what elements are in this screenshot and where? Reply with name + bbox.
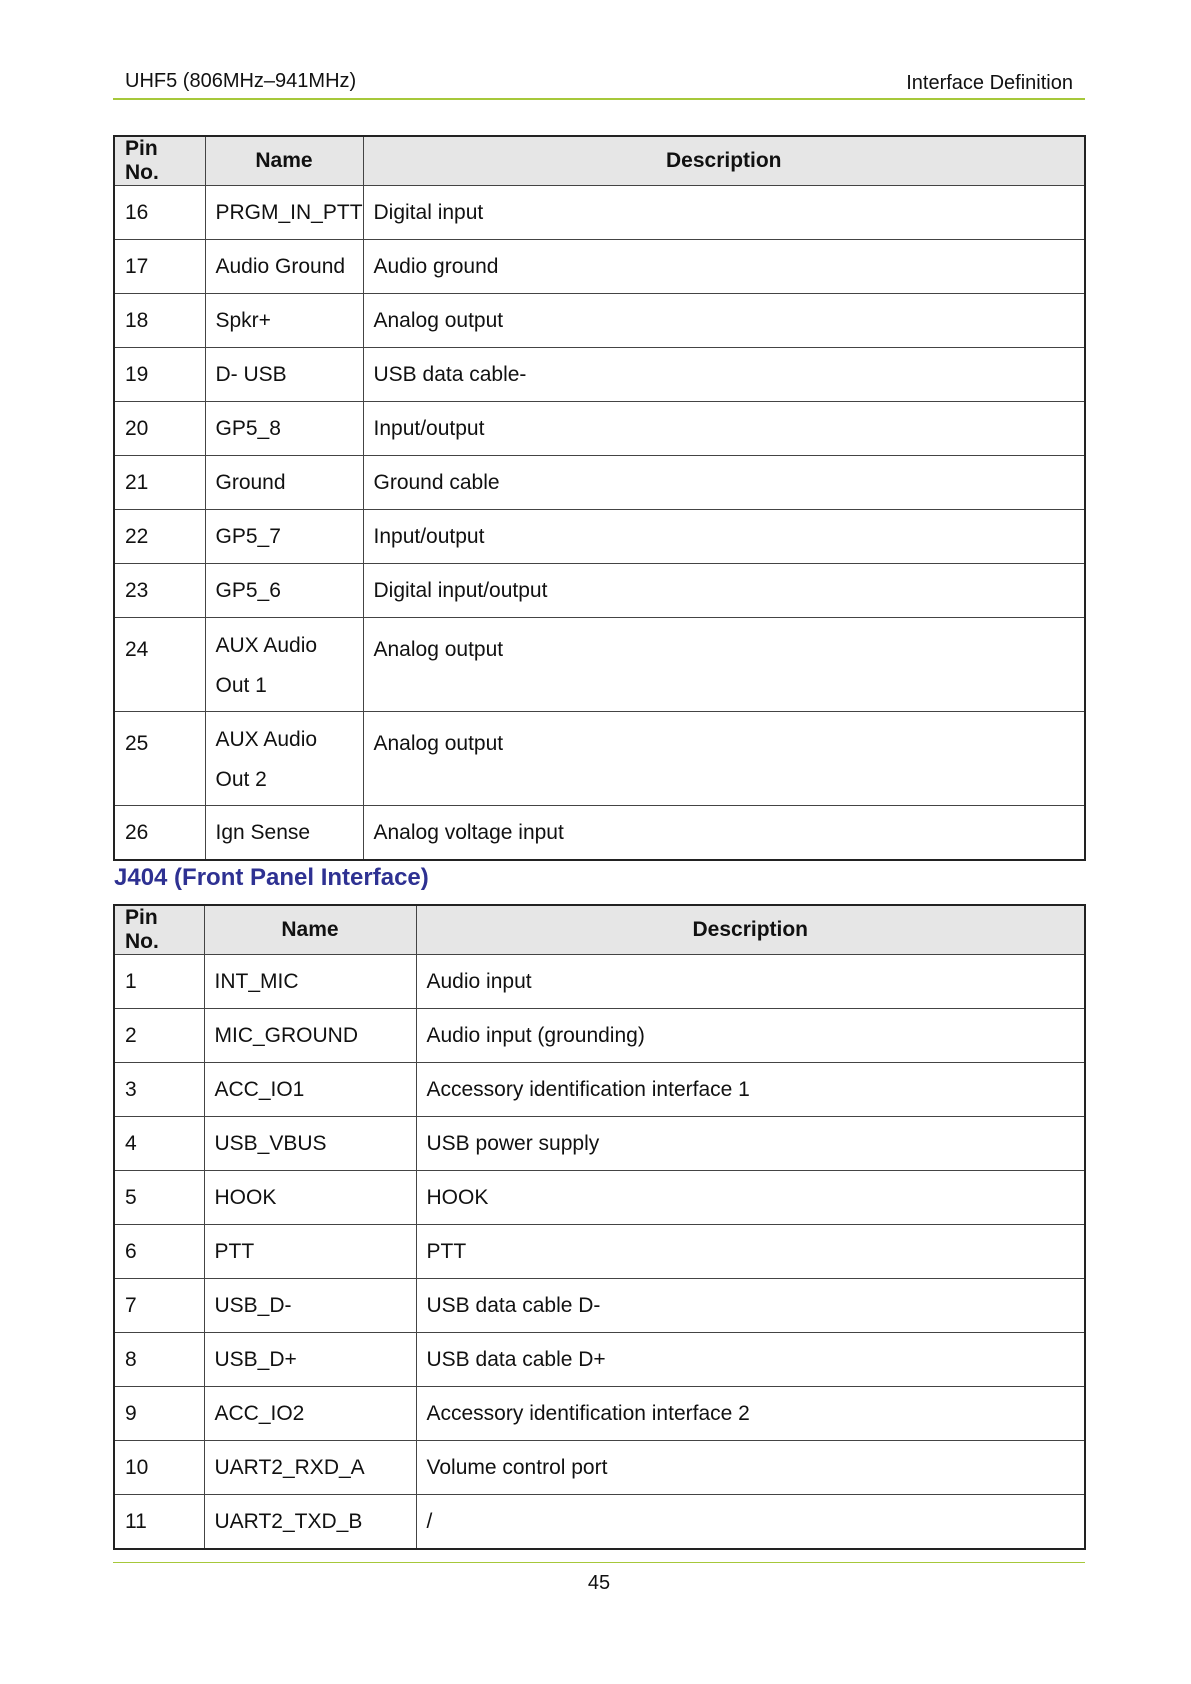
description-cell: Ground cable [363, 456, 1085, 510]
column-header-pin: Pin No. [114, 905, 204, 955]
name-cell: UART2_RXD_A [204, 1441, 416, 1495]
table-row [114, 294, 1085, 348]
description-cell: USB data cable D- [416, 1279, 1085, 1333]
description-cell: PTT [416, 1225, 1085, 1279]
pin-cell: 22 [114, 510, 205, 564]
name-cell: Spkr+ [205, 294, 363, 348]
name-cell: USB_D+ [204, 1333, 416, 1387]
description-cell: USB power supply [416, 1117, 1085, 1171]
table-row [114, 1117, 1085, 1171]
table-row [114, 712, 1085, 806]
name-cell: HOOK [204, 1171, 416, 1225]
name-cell: Ign Sense [205, 806, 363, 861]
table-row [114, 240, 1085, 294]
name-cell: USB_VBUS [204, 1117, 416, 1171]
table-row [114, 1441, 1085, 1495]
table-row [114, 1387, 1085, 1441]
name-cell: GP5_6 [205, 564, 363, 618]
description-cell: / [416, 1495, 1085, 1550]
name-cell: PTT [204, 1225, 416, 1279]
table-row [114, 1063, 1085, 1117]
name-cell: PRGM_IN_PTT [205, 186, 363, 240]
pin-cell: 11 [114, 1495, 204, 1550]
description-cell: Accessory identification interface 2 [416, 1387, 1085, 1441]
table-row [114, 402, 1085, 456]
pin-cell: 18 [114, 294, 205, 348]
description-cell: Digital input/output [363, 564, 1085, 618]
table-row [114, 348, 1085, 402]
pin-cell: 10 [114, 1441, 204, 1495]
table-row [114, 564, 1085, 618]
column-header-description: Description [363, 136, 1085, 186]
name-cell: AUX Audio Out 1 [205, 618, 363, 712]
table-row [114, 806, 1085, 861]
table-row [114, 456, 1085, 510]
page-number: 45 [587, 1572, 611, 1594]
pin-cell: 26 [114, 806, 205, 861]
pin-cell: 24 [114, 618, 205, 712]
pin-cell: 23 [114, 564, 205, 618]
description-cell: Accessory identification interface 1 [416, 1063, 1085, 1117]
pin-cell: 8 [114, 1333, 204, 1387]
table-row [114, 1171, 1085, 1225]
column-header-pin: Pin No. [114, 136, 205, 186]
pin-cell: 19 [114, 348, 205, 402]
pin-cell: 6 [114, 1225, 204, 1279]
name-cell: Audio Ground [205, 240, 363, 294]
header-document-title: UHF5 (806MHz–941MHz) [125, 70, 357, 92]
pin-cell: 17 [114, 240, 205, 294]
table-row [114, 955, 1085, 1009]
pin-cell: 1 [114, 955, 204, 1009]
pin-cell: 3 [114, 1063, 204, 1117]
name-cell: D- USB [205, 348, 363, 402]
description-cell: Audio input [416, 955, 1085, 1009]
header-section-title: Interface Definition [906, 72, 1073, 94]
description-cell: Audio ground [363, 240, 1085, 294]
name-cell: AUX Audio Out 2 [205, 712, 363, 806]
table-header-row [114, 136, 1085, 186]
description-cell: Analog voltage input [363, 806, 1085, 861]
description-cell: Volume control port [416, 1441, 1085, 1495]
name-cell: MIC_GROUND [204, 1009, 416, 1063]
pin-cell: 5 [114, 1171, 204, 1225]
description-cell: Input/output [363, 510, 1085, 564]
name-cell: ACC_IO1 [204, 1063, 416, 1117]
table-row [114, 510, 1085, 564]
column-header-name: Name [205, 136, 363, 186]
pin-cell: 4 [114, 1117, 204, 1171]
name-cell: GP5_8 [205, 402, 363, 456]
description-cell: Digital input [363, 186, 1085, 240]
name-cell: INT_MIC [204, 955, 416, 1009]
table-row [114, 186, 1085, 240]
description-cell: USB data cable D+ [416, 1333, 1085, 1387]
description-cell: HOOK [416, 1171, 1085, 1225]
name-cell: ACC_IO2 [204, 1387, 416, 1441]
name-cell: USB_D- [204, 1279, 416, 1333]
description-cell: Analog output [363, 294, 1085, 348]
description-cell: Analog output [363, 618, 1085, 712]
pin-cell: 25 [114, 712, 205, 806]
table-header-row [114, 905, 1085, 955]
pin-cell: 2 [114, 1009, 204, 1063]
table-row [114, 618, 1085, 712]
pin-cell: 21 [114, 456, 205, 510]
pin-cell: 20 [114, 402, 205, 456]
pin-cell: 16 [114, 186, 205, 240]
pin-table-continued [113, 135, 1086, 861]
column-header-description: Description [416, 905, 1085, 955]
description-cell: Analog output [363, 712, 1085, 806]
description-cell: USB data cable- [363, 348, 1085, 402]
name-cell: UART2_TXD_B [204, 1495, 416, 1550]
name-cell: Ground [205, 456, 363, 510]
description-cell: Input/output [363, 402, 1085, 456]
table-row [114, 1333, 1085, 1387]
table-row [114, 1009, 1085, 1063]
pin-cell: 7 [114, 1279, 204, 1333]
pin-cell: 9 [114, 1387, 204, 1441]
table-row [114, 1225, 1085, 1279]
page-header [113, 70, 1085, 100]
description-cell: Audio input (grounding) [416, 1009, 1085, 1063]
table-row [114, 1495, 1085, 1550]
footer-rule [113, 1562, 1085, 1563]
pin-table-j404 [113, 904, 1086, 1550]
column-header-name: Name [204, 905, 416, 955]
section-title: J404 (Front Panel Interface) [114, 864, 429, 891]
name-cell: GP5_7 [205, 510, 363, 564]
table-row [114, 1279, 1085, 1333]
